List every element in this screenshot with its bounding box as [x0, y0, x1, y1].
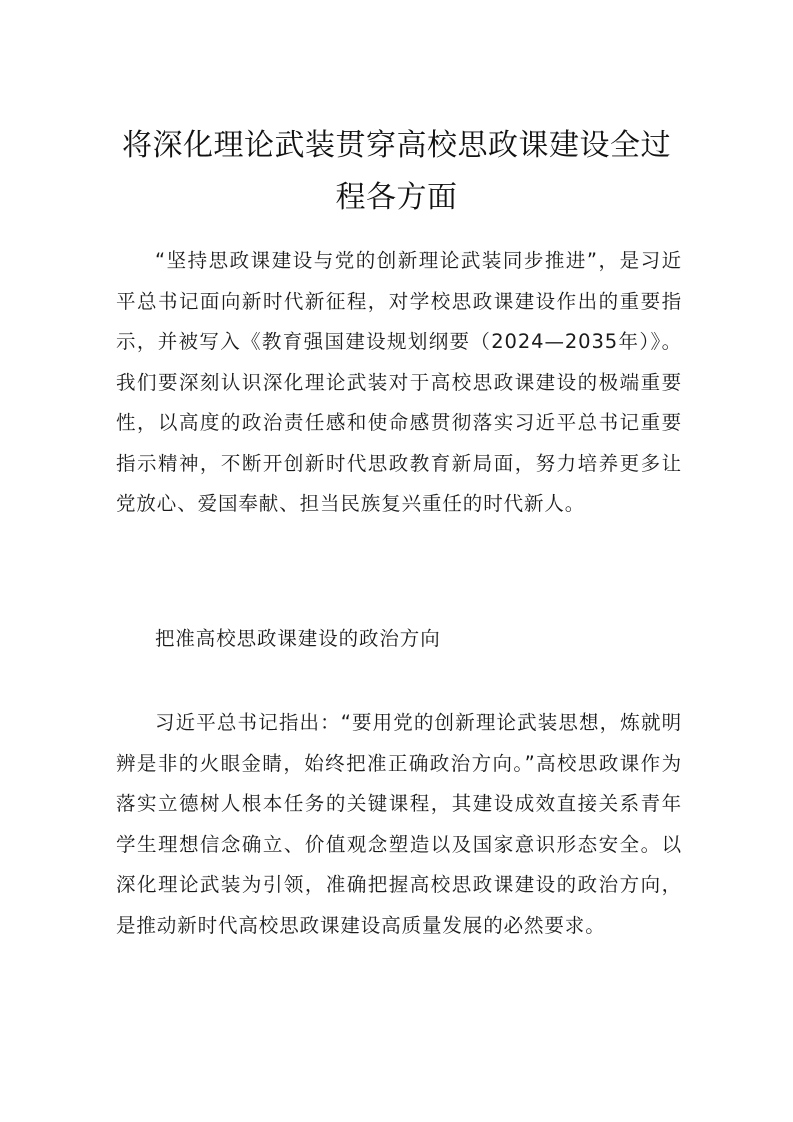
section-body-paragraph: 习近平总书记指出：“要用党的创新理论武装思想，炼就明辨是非的火眼金睛，始终把准正确政治方向。”高校思政课作为落实立德树人根本任务的关键课程，其建设成效直接关系青年学生理想信念确立、价值观念塑造以及国家意识形态安全。以深化理论武装为引领，准确把握高校思政课建设的政治方向，是推动新时代高校思政课建设高质量发展的必然要求。 — [116, 711, 682, 937]
section-heading: 把准高校思政课建设的政治方向 — [155, 627, 441, 650]
document-title: 将深化理论武装贯穿高校思政课建设全过程各方面 — [122, 128, 671, 215]
intro-paragraph: “坚持思政课建设与党的创新理论武装同步推进”，是习近平总书记面向新时代新征程，对学校思政课建设作出的重要指示，并被写入《教育强国建设规划纲要（2024—2035年）》。我们要深刻认识深化理论武装对于高校思政课建设的极端重要性，以高度的政治责任感和使命感贯彻落实习近平总书记重要指示精神，不断开创新时代思政教育新局面，努力培养更多让党放心、爱国奉献、担当民族复兴重任的时代新人。 — [116, 249, 682, 515]
